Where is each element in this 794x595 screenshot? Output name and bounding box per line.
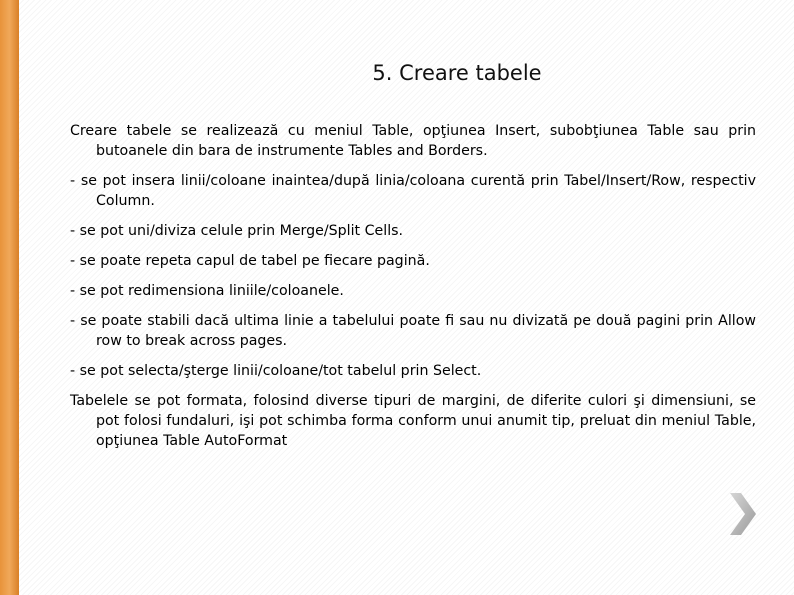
body-paragraph-formatting: Tabelele se pot formata, folosind diverse tipuri de margini, de diferite culori şi dimensiuni, se pot folosi fundaluri, işi pot schimba forma conform unui anumit tip, preluat din meniul Table, opţiunea Table AutoFormat [70,393,756,449]
bullet-insert-rows: - se pot insera linii/coloane inaintea/după linia/coloana curentă prin Tabel/Insert/Row, respectiv Column. [70,173,756,209]
accent-sidebar-bar [0,0,19,595]
slide-body [70,121,756,461]
bullet-resize: - se pot redimensiona liniile/coloanele. [70,283,344,299]
next-slide-button[interactable] [728,491,758,537]
chevron-right-icon [728,491,758,537]
slide-title: 5. Creare tabele [372,61,542,85]
bullet-merge-split: - se pot uni/diviza celule prin Merge/Split Cells. [70,223,404,239]
body-paragraph-intro: Creare tabele se realizează cu meniul Table, opţiunea Insert, subobţiunea Table sau prin butoanele din bara de instrumente Tables and Borders. [70,123,756,159]
bullet-select-delete: - se pot selecta/şterge linii/coloane/tot tabelul prin Select. [70,363,482,379]
bullet-allow-row-break: - se poate stabili dacă ultima linie a tabelului poate fi sau nu divizată pe două pagini prin Allow row to break across pages. [70,313,756,349]
bullet-repeat-header: - se poate repeta capul de tabel pe fiecare pagină. [70,253,430,269]
